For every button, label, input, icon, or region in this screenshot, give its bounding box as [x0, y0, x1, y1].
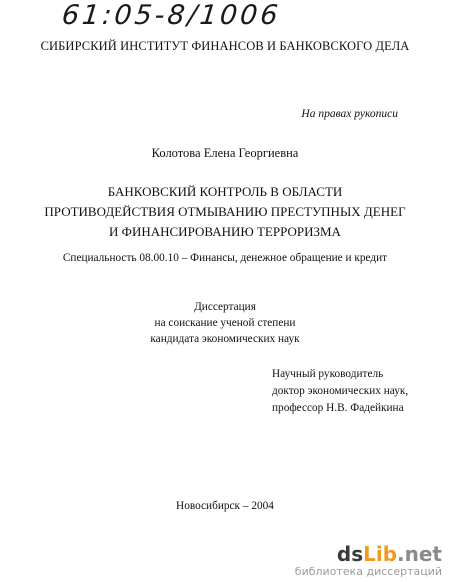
- supervisor-line: Научный руководитель: [272, 368, 384, 380]
- supervisor-line: доктор экономических наук,: [272, 385, 409, 397]
- degree-line: Диссертация: [194, 301, 256, 313]
- degree-block: [0, 299, 450, 347]
- handwritten-catalog-number: 61:05-8/1006: [60, 0, 283, 31]
- title-line: БАНКОВСКИЙ КОНТРОЛЬ В ОБЛАСТИ: [107, 184, 343, 199]
- author-name: Колотова Елена Георгиевна: [151, 146, 299, 160]
- logo-lib: Lib: [363, 542, 398, 566]
- city-year: Новосибирск – 2004: [176, 500, 274, 512]
- degree-line: кандидата экономических наук: [150, 333, 300, 345]
- dslib-logo: [295, 543, 442, 565]
- dslib-watermark[interactable]: [295, 543, 442, 578]
- supervisor-line: профессор Н.В. Фадейкина: [272, 402, 404, 414]
- institute-name: СИБИРСКИЙ ИНСТИТУТ ФИНАНСОВ И БАНКОВСКОГО ДЕЛА: [40, 39, 410, 53]
- dissertation-title: [0, 182, 450, 242]
- logo-ds: ds: [336, 542, 364, 566]
- degree-line: на соискание ученой степени: [154, 317, 296, 329]
- specialty-line: Специальность 08.00.10 – Финансы, денежное обращение и кредит: [62, 252, 388, 264]
- title-line: ПРОТИВОДЕЙСТВИЯ ОТМЫВАНИЮ ПРЕСТУПНЫХ ДЕНЕГ: [44, 204, 406, 219]
- watermark-subtitle: библиотека диссертаций: [294, 565, 442, 578]
- supervisor-block: [272, 366, 408, 417]
- logo-net: .net: [397, 542, 442, 566]
- title-line: И ФИНАНСИРОВАНИЮ ТЕРРОРИЗМА: [109, 224, 341, 239]
- rights-note: На правах рукописи: [301, 108, 398, 120]
